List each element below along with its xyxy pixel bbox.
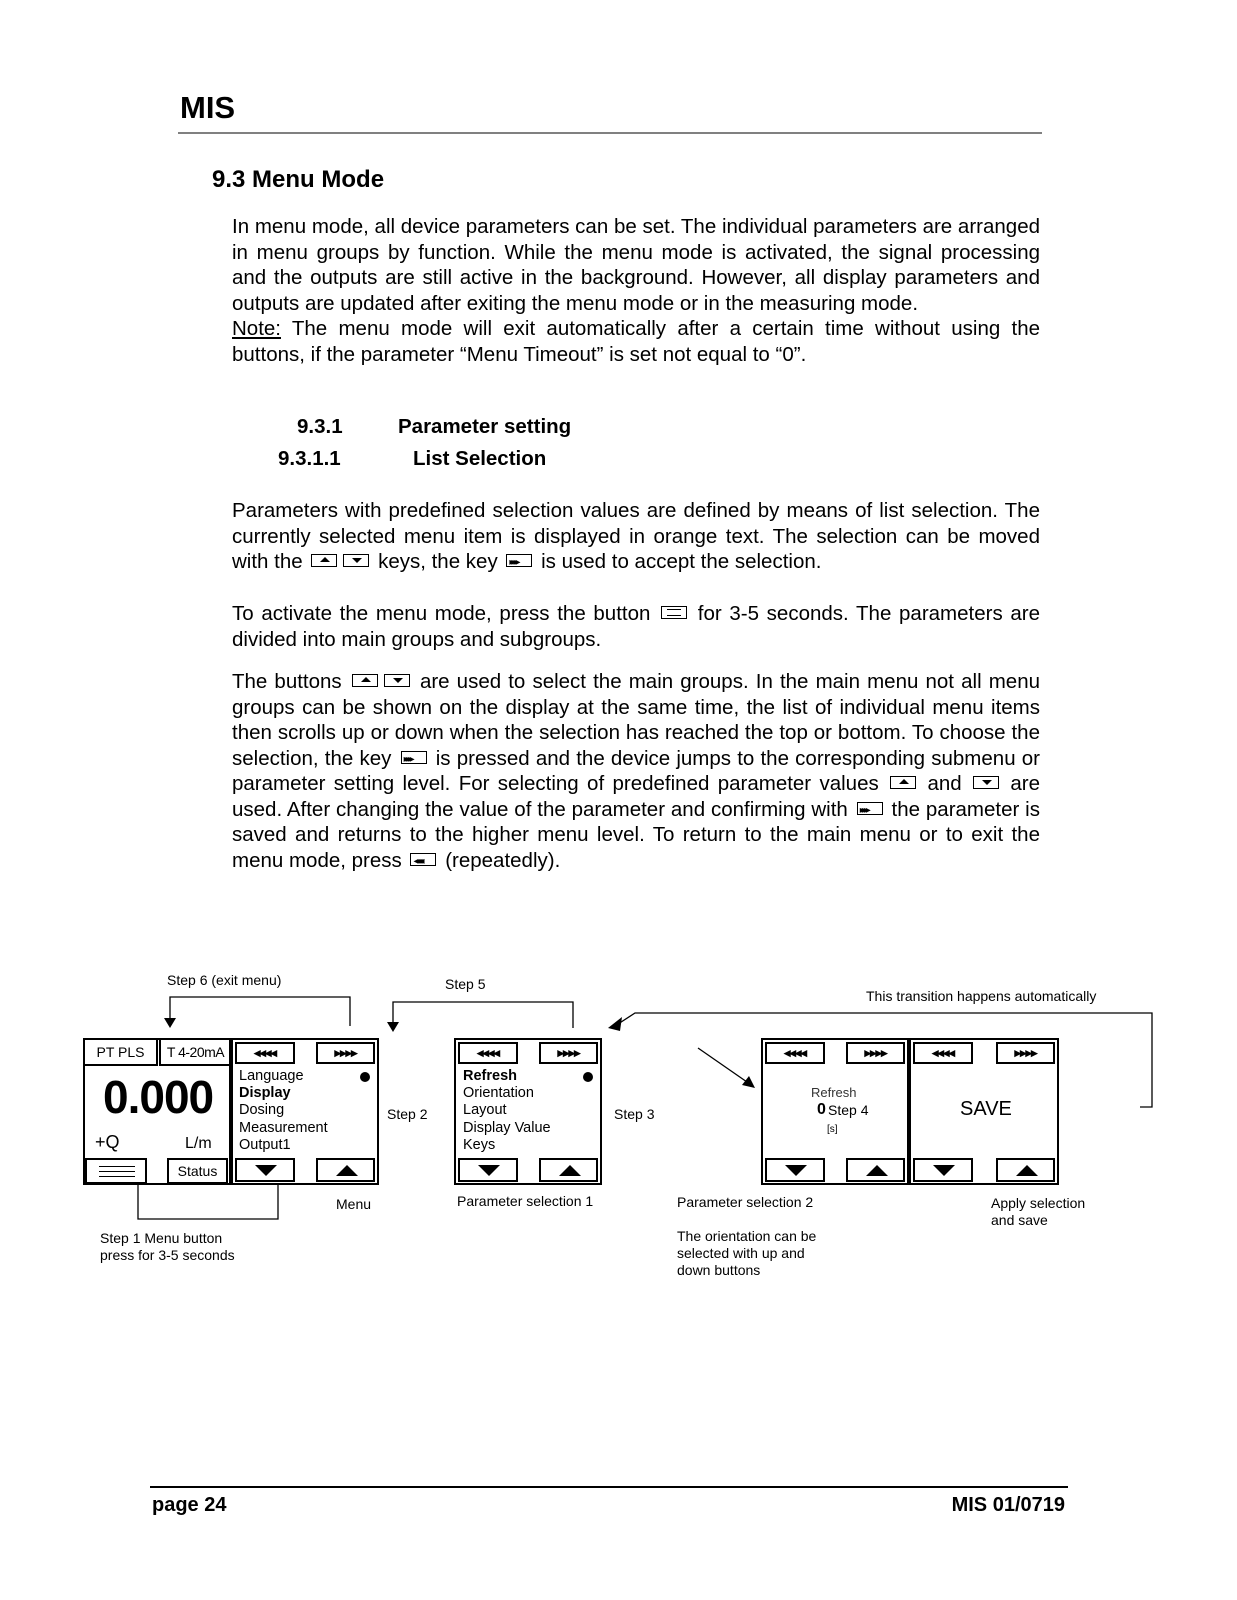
header-title: MIS — [180, 90, 236, 125]
page-number: page 24 — [152, 1494, 227, 1516]
menu-icon-middle-line — [99, 1171, 135, 1172]
down-key-icon — [343, 554, 369, 567]
arrow-up-icon — [336, 1165, 358, 1176]
orientation-note-line: The orientation can be — [677, 1228, 817, 1244]
enter-button[interactable]: ▸▸▸▸ — [316, 1042, 375, 1064]
back-button[interactable]: ◂◂◂◂ — [458, 1042, 518, 1064]
list-para-text-a: Parameters with predefined selection values are defined by means of list selection. The currently selected menu item is displayed in orange text. The selection can be moved with the — [232, 499, 1040, 573]
note-label: Note: — [232, 317, 281, 340]
arrow-down-icon — [785, 1165, 807, 1176]
setting-unit: [s] — [827, 1124, 838, 1135]
buttons-text-c: is pressed and the device jumps to the corresponding submenu or parameter setting level. For selecting of predefined parameter values — [232, 746, 1040, 795]
display-submenu-screen — [454, 1038, 602, 1185]
scroll-indicator-icon — [360, 1072, 370, 1082]
setting-value[interactable]: 0 — [817, 1101, 826, 1118]
buttons-text-f: the parameter is saved and returns to the higher menu level. To return to the main menu or to exit the menu mode, press — [232, 797, 1040, 872]
menu-button[interactable] — [85, 1158, 147, 1184]
orientation-note-line: selected with up and — [677, 1245, 805, 1261]
apply-selection-label — [991, 1195, 1085, 1229]
menu-item-dosing[interactable]: Dosing — [239, 1102, 285, 1119]
enter-key-icon — [401, 751, 427, 764]
up-button[interactable] — [316, 1158, 375, 1182]
channel-tab-t-420ma: T 4-20mA — [159, 1040, 230, 1066]
arrow-up-icon — [866, 1165, 888, 1176]
save-screen — [909, 1038, 1059, 1185]
auto-transition-label: This transition happens automatically — [866, 988, 1097, 1004]
status-button[interactable]: Status — [167, 1158, 228, 1184]
save-text: SAVE — [960, 1098, 1012, 1120]
orientation-note — [677, 1228, 816, 1279]
enter-button[interactable]: ▸▸▸▸ — [539, 1042, 598, 1064]
arrow-up-icon — [1016, 1165, 1038, 1176]
buttons-text-b: are used to select the main groups. In the main menu not all menu groups can be shown on the display at the same time, the list of individual menu items then scrolls up or down when the selection has reached the top or bottom. To choose the selection, the key — [232, 670, 1041, 770]
buttons-text-a: The buttons — [232, 670, 342, 693]
apply-label-line: Apply selection — [991, 1195, 1086, 1211]
arrow-up-icon — [559, 1165, 581, 1176]
enter-button[interactable]: ▸▸▸▸ — [996, 1042, 1055, 1064]
unit-label: L/m — [185, 1135, 212, 1152]
activate-text-a: To activate the menu mode, press the button — [232, 602, 651, 625]
note-text: The menu mode will exit automatically after a certain time without using the buttons, if the parameter “Menu Timeout” is set not equal to “0”. — [232, 317, 1040, 366]
menu-item-layout[interactable]: Layout — [463, 1102, 507, 1119]
step1-label — [100, 1230, 235, 1264]
section-title-text: Menu Mode — [252, 166, 385, 193]
step6-label: Step 6 (exit menu) — [167, 972, 282, 988]
up-key-icon — [890, 776, 916, 789]
step1-label-line: Step 1 Menu button — [100, 1230, 223, 1246]
measured-value: 0.000 — [103, 1071, 214, 1123]
scroll-indicator-icon — [583, 1072, 593, 1082]
activate-paragraph — [232, 601, 1040, 652]
subsection-number: 9.3.1 — [297, 415, 343, 438]
quantity-label: +Q — [95, 1132, 120, 1152]
list-para-text-b: keys, the key — [378, 550, 498, 573]
list-selection-paragraph — [232, 498, 1040, 575]
orientation-note-line: down buttons — [677, 1262, 761, 1278]
section-number: 9.3 — [212, 166, 246, 193]
enter-key-icon — [857, 802, 883, 815]
buttons-text-e: are used. After changing the value of the parameter and confirming with — [232, 772, 1040, 821]
apply-label-line: and save — [991, 1212, 1048, 1228]
up-key-icon — [352, 674, 378, 687]
enter-button[interactable]: ▸▸▸▸ — [846, 1042, 905, 1064]
parameter-selection-1-label: Parameter selection 1 — [457, 1193, 594, 1209]
step5-label: Step 5 — [445, 976, 486, 992]
section-title — [212, 166, 384, 194]
activate-text-b: for 3-5 seconds. The parameters are divided into main groups and subgroups. — [232, 602, 1040, 651]
down-button[interactable] — [913, 1158, 973, 1182]
intro-text: In menu mode, all device parameters can be set. The individual parameters are arranged in menu groups by function. While the menu mode is activated, the signal processing and the outputs are still active in the background. However, all display parameters and outputs are updated after exiting the menu mode or in the measuring mode. — [232, 215, 1040, 315]
footer-rule — [150, 1486, 1068, 1488]
down-button[interactable] — [458, 1158, 518, 1182]
up-button[interactable] — [846, 1158, 905, 1182]
menu-item-output1[interactable]: Output1 — [239, 1136, 291, 1153]
down-button[interactable] — [235, 1158, 295, 1182]
arrow-down-icon — [933, 1165, 955, 1176]
menu-item-keys[interactable]: Keys — [463, 1136, 496, 1153]
subsubsection-title: List Selection — [413, 447, 547, 470]
menu-key-icon — [661, 606, 687, 619]
measuring-display — [83, 1038, 231, 1185]
step3-label: Step 3 — [614, 1106, 655, 1122]
buttons-text-d: and — [927, 772, 962, 795]
up-key-icon — [311, 554, 337, 567]
parameter-selection-2-label: Parameter selection 2 — [677, 1194, 814, 1210]
buttons-text-g: (repeatedly). — [445, 848, 561, 872]
step2-label: Step 2 — [387, 1106, 428, 1122]
buttons-paragraph — [232, 669, 1040, 873]
menu-item-display[interactable]: Display — [239, 1085, 291, 1102]
menu-list — [239, 1068, 328, 1154]
back-button[interactable]: ◂◂◂◂ — [765, 1042, 825, 1064]
up-button[interactable] — [996, 1158, 1055, 1182]
header-rule — [178, 132, 1042, 135]
down-key-icon — [384, 674, 410, 687]
refresh-setting-screen — [761, 1038, 909, 1185]
submenu-list — [463, 1068, 551, 1154]
main-menu-screen — [231, 1038, 379, 1185]
down-key-icon — [973, 776, 999, 789]
back-key-icon — [410, 853, 436, 866]
step4-label: Step 4 — [828, 1102, 869, 1118]
menu-icon — [99, 1166, 135, 1177]
menu-item-language[interactable]: Language — [239, 1068, 304, 1084]
intro-paragraph — [232, 214, 1040, 367]
menu-label: Menu — [336, 1196, 372, 1212]
back-button[interactable]: ◂◂◂◂ — [235, 1042, 295, 1064]
menu-flow-diagram — [0, 960, 1237, 1290]
subsubsection-number: 9.3.1.1 — [278, 447, 341, 470]
setting-title: Refresh — [811, 1085, 857, 1100]
back-button[interactable]: ◂◂◂◂ — [913, 1042, 973, 1064]
enter-key-icon — [506, 554, 532, 567]
down-button[interactable] — [765, 1158, 825, 1182]
menu-item-orientation[interactable]: Orientation — [463, 1085, 534, 1102]
up-button[interactable] — [539, 1158, 598, 1182]
channel-tab-pt-pls: PT PLS — [85, 1040, 158, 1066]
subsection-title: Parameter setting — [398, 415, 572, 438]
step1-label-line: press for 3-5 seconds — [100, 1247, 235, 1263]
list-para-text-c: is used to accept the selection. — [541, 550, 822, 573]
menu-item-display-value[interactable]: Display Value — [463, 1119, 551, 1136]
menu-item-measurement[interactable]: Measurement — [239, 1119, 328, 1136]
document-code: MIS 01/0719 — [951, 1494, 1065, 1516]
arrow-down-icon — [478, 1165, 500, 1176]
arrow-down-icon — [255, 1165, 277, 1176]
menu-item-refresh[interactable]: Refresh — [463, 1068, 517, 1084]
